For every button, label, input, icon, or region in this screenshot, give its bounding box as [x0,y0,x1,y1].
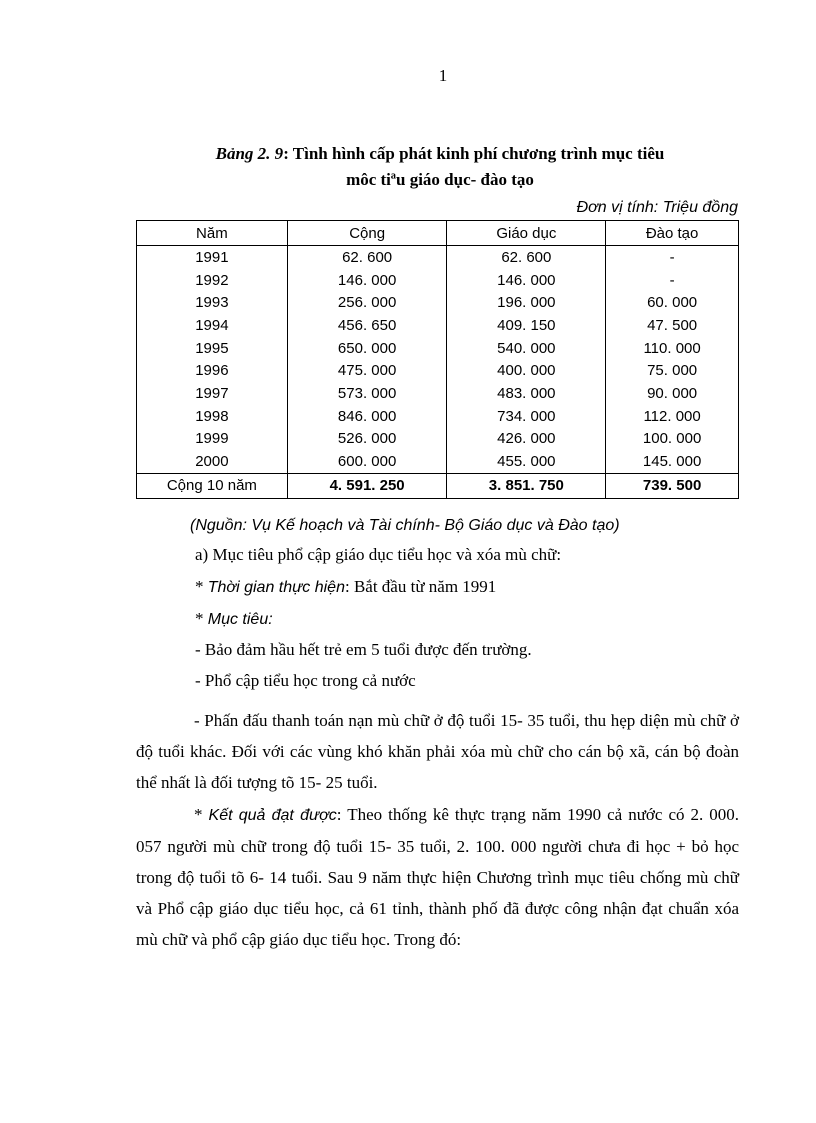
cell-year: 1992 [137,269,288,292]
cell-year: 1999 [137,428,288,451]
goal-item-1: - Bảo đảm hầu hết trẻ em 5 tuổi được đến trường. [195,640,532,659]
cell-education: 540. 000 [447,337,606,360]
cell-total: 475. 000 [287,359,447,382]
total-education: 3. 851. 750 [447,473,606,498]
cell-year: 1994 [137,314,288,337]
cell-training: 112. 000 [606,405,739,428]
cell-education: 483. 000 [447,382,606,405]
cell-training: 47. 500 [606,314,739,337]
cell-total: 650. 000 [287,337,447,360]
cell-year: 1997 [137,382,288,405]
result-paragraph: * Kết quả đạt được: Theo thống kê thực trạng năm 1990 cả nước có 2. 000. 057 người mù chữ trong độ tuổi 15- 35 tuổi, 2. 100. 000 người chưa đi học + bỏ học trong độ tuổi tõ 6- 14 tuổi. Sau 9 năm thực hiện Chương trình mục tiêu chống mù chữ và Phổ cập giáo dục tiểu học, cả 61 tỉnh, thành phố đã được công nhận đạt chuẩn xóa mù chữ và phổ cập giáo dục tiểu học. Trong đó: [136,805,740,949]
cell-education: 400. 000 [447,359,606,382]
cell-training: - [606,246,739,269]
table-row [137,269,739,292]
table-total-row [137,473,739,498]
cell-training: 75. 000 [606,359,739,382]
table-row [137,359,739,382]
unit-note: Đơn vị tính: Triệu đồng [576,199,738,216]
cell-education: 455. 000 [447,450,606,473]
page-number: 1 [438,66,448,85]
cell-training: 60. 000 [606,291,739,314]
table-row [137,405,739,428]
total-training: 739. 500 [606,473,739,498]
cell-education: 146. 000 [447,269,606,292]
header-year: Năm [137,221,288,246]
cell-total: 146. 000 [287,269,447,292]
source-note: (Nguồn: Vụ Kế hoạch và Tài chính- Bộ Giáo dục và Đào tạo) [190,517,620,534]
table-title-line1: : Tình hình cấp phát kinh phí chương trình mục tiêu [283,144,665,163]
goal-heading: * Mục tiêu: [195,609,273,628]
table-row [137,382,739,405]
header-total: Cộng [287,221,447,246]
time-line: * Thời gian thực hiện: Bắt đầu từ năm 1991 [195,577,497,596]
total-label: Cộng 10 năm [137,473,288,498]
table-row [137,314,739,337]
table-row [137,337,739,360]
cell-training: 100. 000 [606,428,739,451]
cell-year: 1991 [137,246,288,269]
cell-education: 196. 000 [447,291,606,314]
cell-training: 110. 000 [606,337,739,360]
cell-education: 62. 600 [447,246,606,269]
cell-total: 600. 000 [287,450,447,473]
cell-total: 62. 600 [287,246,447,269]
table-row [137,246,739,269]
cell-training: 90. 000 [606,382,739,405]
funding-table [136,220,739,499]
cell-year: 1995 [137,337,288,360]
header-training: Đào tạo [606,221,739,246]
cell-education: 409. 150 [447,314,606,337]
cell-total: 256. 000 [287,291,447,314]
cell-total: 573. 000 [287,382,447,405]
cell-education: 426. 000 [447,428,606,451]
cell-year: 1996 [137,359,288,382]
cell-total: 846. 000 [287,405,447,428]
cell-education: 734. 000 [447,405,606,428]
table-row [137,428,739,451]
table-title-line2: môc tiªu giáo dục- đào tạo [346,170,534,189]
goal-label: Mục tiêu: [207,611,273,628]
cell-training: - [606,269,739,292]
time-label: Thời gian thực hiện [207,579,345,596]
cell-total: 456. 650 [287,314,447,337]
cell-total: 526. 000 [287,428,447,451]
cell-training: 145. 000 [606,450,739,473]
table-title [130,141,750,193]
time-value: : Bắt đầu từ năm 1991 [344,577,497,596]
section-a-heading: a) Mục tiêu phổ cập giáo dục tiểu học và xóa mù chữ: [195,545,562,564]
result-label: Kết quả đạt được [208,807,337,824]
table-row [137,291,739,314]
goal-item-2: - Phổ cập tiểu học trong cả nước [195,671,416,690]
header-education: Giáo dục [447,221,606,246]
table-row [137,450,739,473]
cell-year: 2000 [137,450,288,473]
table-header-row [137,221,739,246]
cell-year: 1993 [137,291,288,314]
table-title-label: Bảng 2. 9 [215,144,284,163]
total-sum: 4. 591. 250 [287,473,447,498]
goal-item-3: - Phấn đấu thanh toán nạn mù chữ ở độ tuổi 15- 35 tuổi, thu hẹp diện mù chữ ở độ tuổi khác. Đối với các vùng khó khăn phải xóa mù chữ cho cán bộ xã, cán bộ đoàn thể nhất là đối tượng tõ 15- 25 tuổi. [136,711,739,792]
result-text: : Theo thống kê thực trạng năm 1990 cả nước có 2. 000. 057 người mù chữ trong độ tuổi 15- 35 tuổi, 2. 100. 000 người chưa đi học + bỏ học trong độ tuổi tõ 6- 14 tuổi. Sau 9 năm thực hiện Chương trình mục tiêu chống mù chữ và Phổ cập giáo dục tiểu học, cả 61 tỉnh, thành phố đã được công nhận đạt chuẩn xóa mù chữ và phổ cập giáo dục tiểu học. Trong đó: [136,805,740,949]
cell-year: 1998 [137,405,288,428]
